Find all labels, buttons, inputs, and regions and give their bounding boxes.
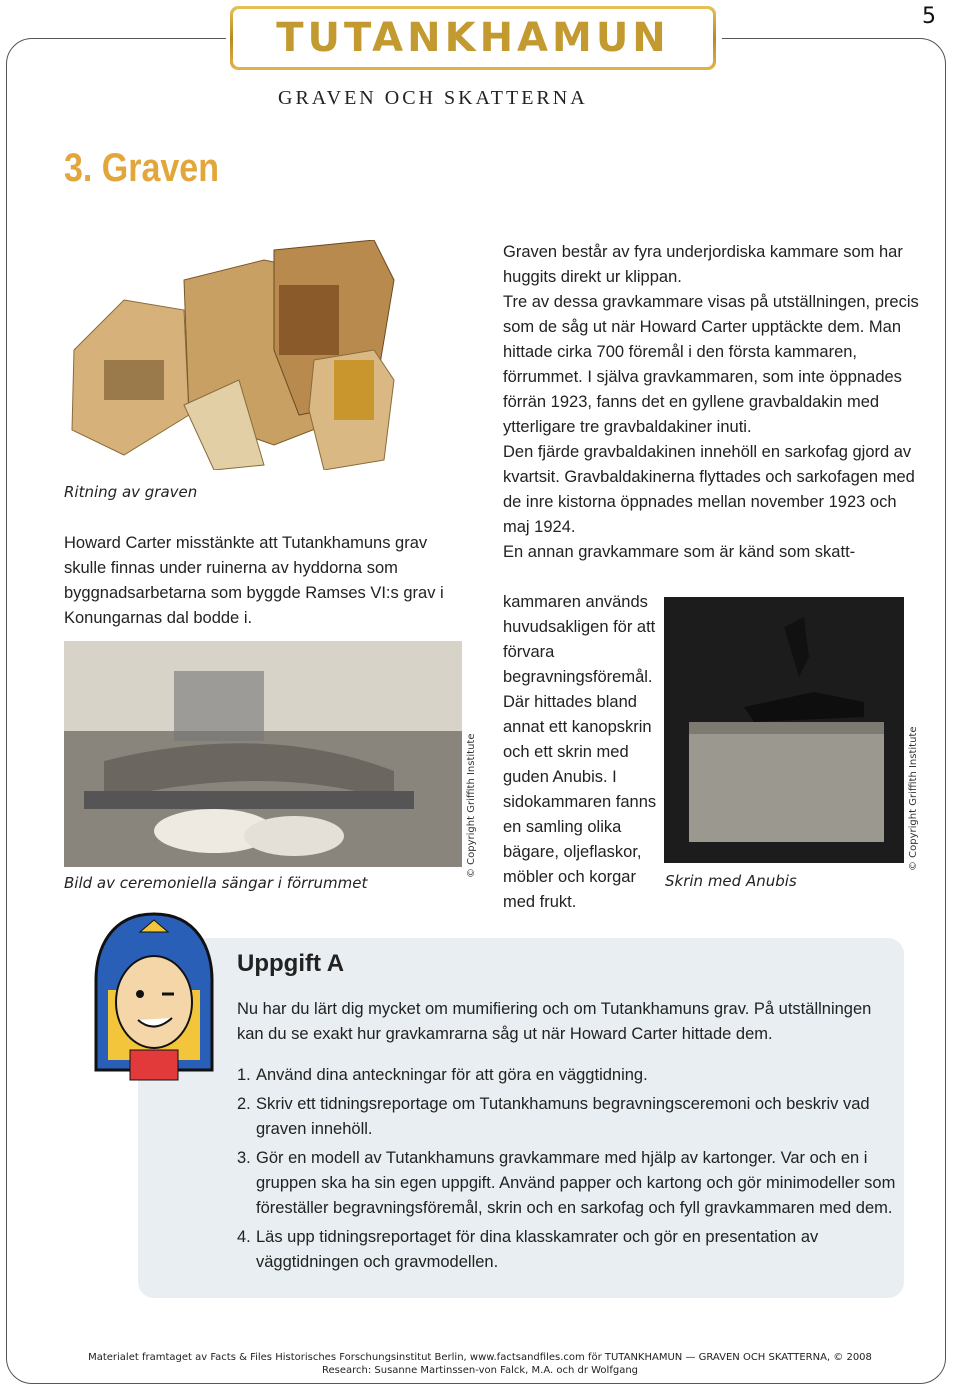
tomb-drawing-graphic (64, 240, 464, 470)
task-item (237, 1063, 897, 1088)
task-title: Uppgift A (237, 950, 345, 977)
tomb-drawing-image (64, 240, 464, 470)
drawing-caption: Ritning av graven (64, 483, 198, 501)
task-item-number: 3. (237, 1149, 251, 1167)
right-paragraph-2: Tre av dessa gravkammare visas på utställningen, precis som de såg ut när Howard Carter upptäckte dem. Man hittade cirka 700 föremål i den första kammaren, förrummet. I själva gravkammaren, som inte öppnades förrän 1923, fanns det en gyllene gravbaldakin med ytterligare tre gravbaldakiner inuti. (503, 293, 919, 436)
task-list (237, 1063, 897, 1279)
page-number: 5 (922, 4, 936, 29)
anubis-copyright: © Copyright Griffith Institute (908, 726, 919, 871)
wrap-text-column (503, 590, 663, 915)
task-intro: Nu har du lärt dig mycket om mumifiering och om Tutankhamuns grav. På utställningen kan du se exakt hur gravkamrarna såg ut när Howard Carter hittade dem. (237, 1000, 872, 1043)
task-item-text: Skriv ett tidningsreportage om Tutankhamuns begravningsceremoni och beskriv vad graven innehöll. (256, 1095, 870, 1138)
task-item-number: 4. (237, 1228, 251, 1246)
logo-text: TUTANKHAMUN (276, 15, 670, 61)
logo (230, 6, 716, 70)
beds-photo-graphic (64, 641, 462, 867)
task-item-text: Läs upp tidningsreportaget för dina klasskamrater och gör en presentation av väggtidningen och gravmodellen. (256, 1228, 819, 1271)
header-subtitle: GRAVEN OCH SKATTERNA (278, 87, 588, 109)
task-item (237, 1146, 897, 1221)
anubis-photo-graphic (664, 597, 904, 863)
photo-copyright: © Copyright Griffith Institute (466, 733, 477, 878)
task-item (237, 1092, 897, 1142)
task-item-number: 2. (237, 1095, 251, 1113)
task-item-text: Gör en modell av Tutankhamuns gravkammare med hjälp av kartonger. Var och en i gruppen ska ha sin egen uppgift. Använd papper och kartong och gör minimodeller som föreställer begravningsföremål, skrin och en sarkofag och fyll gravkammaren med dem. (256, 1149, 896, 1217)
anubis-shrine-photo (664, 597, 904, 863)
section-title: 3. Graven (64, 146, 219, 190)
pharaoh-mascot-image (90, 910, 218, 1088)
left-paragraph: Howard Carter misstänkte att Tutankhamuns grav skulle finnas under ruinerna av hyddorna som byggnadsarbetarna som byggde Ramses VI:s grav i Konungarnas dal bodde i. (64, 534, 444, 627)
pharaoh-face-graphic (90, 910, 218, 1088)
right-text (503, 240, 923, 565)
right-paragraph-3: Den fjärde gravbaldakinen innehöll en sarkofag gjord av kvartsit. Gravbaldakinerna flyttades och sarkofagen med de inre kistorna öppnades mellan november 1923 och maj 1924. (503, 443, 915, 536)
wrap-text: kammaren används huvudsakligen för att förvara begravningsföremål. Där hittades bland annat ett kanopskrin och ett skrin med guden Anubis. I sidokammaren fanns en samling olika bägare, oljeflaskor, möbler och korgar med frukt. (503, 593, 657, 911)
task-item-text: Använd dina anteckningar för att göra en väggtidning. (256, 1066, 648, 1084)
right-paragraph-4: En annan gravkammare som är känd som skatt- (503, 543, 856, 561)
footer-line-1: Materialet framtaget av Facts & Files Historisches Forschungsinstitut Berlin, www.factsandfiles.com för TUTANKHAMUN — GRAVEN OCH SKATTERNA, © 2008 (88, 1352, 872, 1363)
anubis-caption: Skrin med Anubis (665, 872, 797, 890)
task-item (237, 1225, 897, 1275)
photo-caption: Bild av ceremoniella sängar i förrummet (64, 874, 368, 892)
logo-inner (233, 9, 713, 67)
ceremonial-beds-photo (64, 641, 462, 867)
right-paragraph-1: Graven består av fyra underjordiska kammare som har huggits direkt ur klippan. (503, 243, 903, 286)
task-item-number: 1. (237, 1066, 251, 1084)
footer-line-2: Research: Susanne Martinssen-von Falck, M.A. och dr Wolfgang (321, 1365, 639, 1376)
